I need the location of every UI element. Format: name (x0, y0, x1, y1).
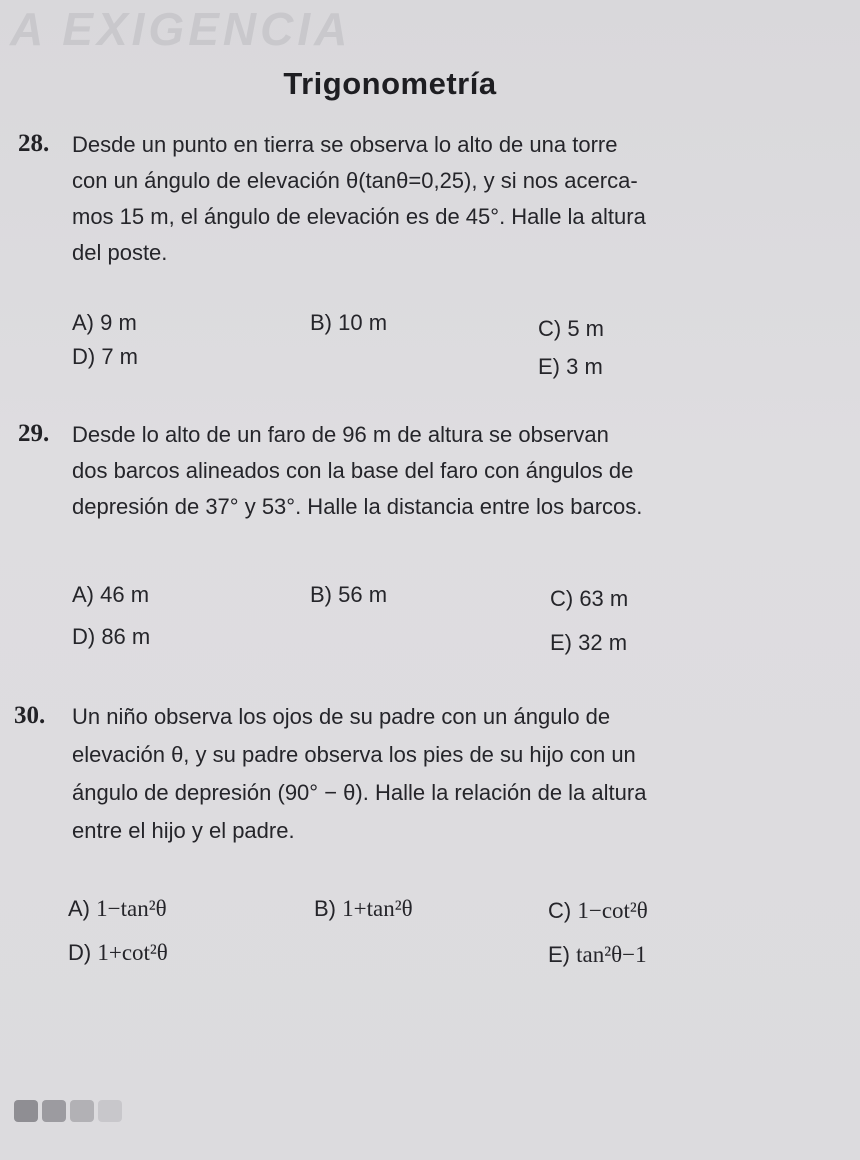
problem-text-line: entre el hijo y el padre. (72, 818, 295, 843)
option-a (68, 896, 167, 922)
option-b: B) 10 m (310, 310, 388, 335)
option-label: E) (548, 942, 570, 967)
watermark-logo: A EXIGENCIA (10, 3, 352, 55)
option-expression: 1−cot²θ (577, 898, 648, 923)
option-c: C) 63 m (550, 586, 629, 611)
dot-icon (70, 1100, 94, 1122)
problem-text-line: con un ángulo de elevación θ(tanθ=0,25), y si nos acerca- (72, 168, 638, 193)
option-a: A) 46 m (72, 582, 150, 607)
problem-text-line: elevación θ, y su padre observa los pies de su hijo con un (72, 742, 636, 767)
problem-text-line: Desde lo alto de un faro de 96 m de altura se observan (72, 422, 609, 447)
problem-text-line: ángulo de depresión (90° − θ). Halle la relación de la altura (72, 780, 647, 805)
dot-icon (42, 1100, 66, 1122)
dot-icon (14, 1100, 38, 1122)
option-d: D) 7 m (72, 344, 138, 369)
option-c (548, 898, 648, 924)
problem-text-line: Un niño observa los ojos de su padre con un ángulo de (72, 704, 611, 729)
problem-number: 30. (14, 702, 46, 729)
option-expression: 1+tan²θ (342, 896, 413, 921)
problem-text-line: mos 15 m, el ángulo de elevación es de 45°. Halle la altura (72, 204, 646, 229)
option-label: C) (548, 898, 572, 923)
option-e: E) 3 m (538, 354, 603, 379)
page-title: Trigonometría (283, 66, 497, 101)
option-expression: tan²θ−1 (576, 942, 647, 967)
option-label: D) (68, 940, 92, 965)
problem-text-line: depresión de 37° y 53°. Halle la distancia entre los barcos. (72, 494, 643, 519)
problem-number: 29. (18, 420, 50, 447)
option-d (68, 940, 168, 966)
problem-text-line: dos barcos alineados con la base del faro con ángulos de (72, 458, 634, 483)
problem-number: 28. (18, 130, 50, 157)
option-d: D) 86 m (72, 624, 151, 649)
option-a: A) 9 m (72, 310, 137, 335)
problem-text-line: Desde un punto en tierra se observa lo alto de una torre (72, 132, 618, 157)
option-b: B) 56 m (310, 582, 388, 607)
option-e (548, 942, 647, 968)
dot-icon (98, 1100, 122, 1122)
option-label: A) (68, 896, 90, 921)
problem-text-line: del poste. (72, 240, 168, 265)
decorative-dots (14, 1100, 126, 1127)
option-b (314, 896, 413, 922)
option-expression: 1+cot²θ (97, 940, 168, 965)
option-label: B) (314, 896, 336, 921)
option-c: C) 5 m (538, 316, 604, 341)
option-e: E) 32 m (550, 630, 628, 655)
option-expression: 1−tan²θ (96, 896, 167, 921)
